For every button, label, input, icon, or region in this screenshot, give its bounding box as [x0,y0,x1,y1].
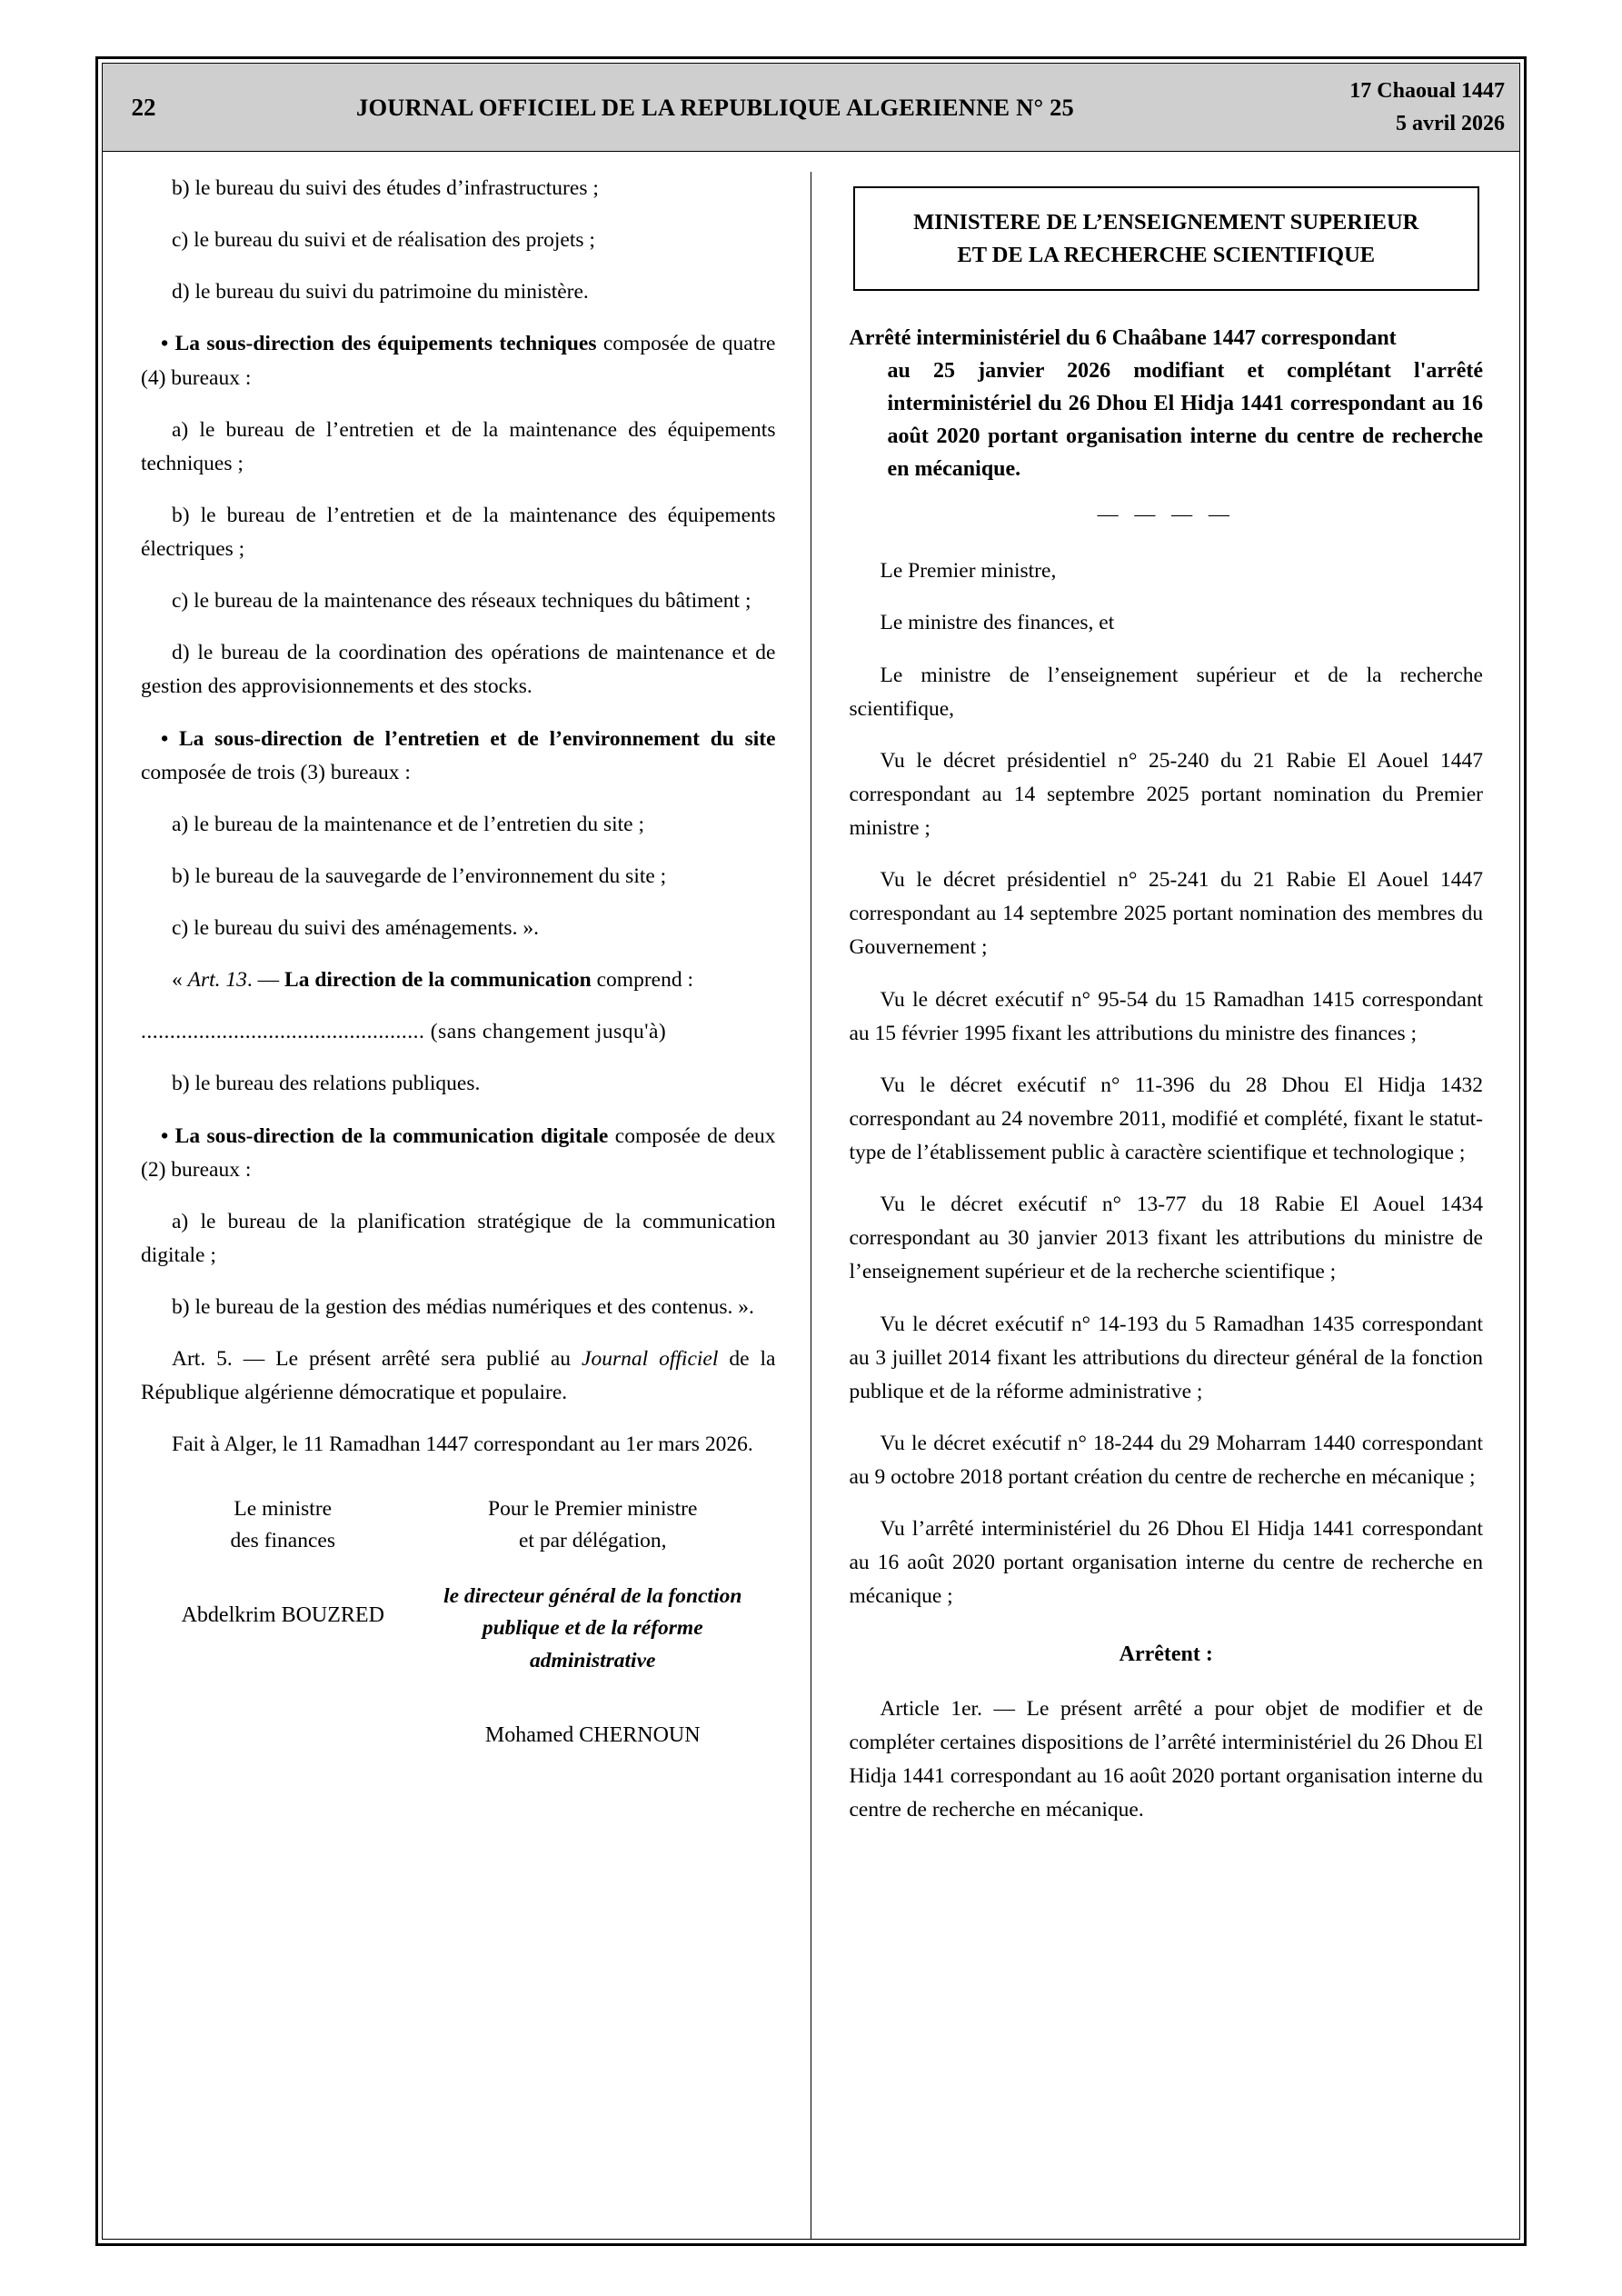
date-hijri: 17 Chaoual 1447 [1349,79,1505,103]
subsection-heading-rest: composée de trois (3) bureaux : [141,760,411,784]
header-dates [1246,64,1519,151]
left-column [103,172,811,2239]
list-item: b) le bureau de la sauvegarde de l’environnement du site ; [172,863,667,888]
signature-right-delegation-line1: le directeur général de la fonction [443,1584,742,1608]
signature-right-role [438,1493,747,1558]
signature-right-delegation-line2: publique et de la réforme [482,1616,703,1641]
intro-line: Le Premier ministre, [880,559,1057,584]
signature-right [438,1493,747,1752]
signature-left-role-line1: Le ministre [234,1496,333,1521]
right-column [811,172,1520,2239]
article-13-bold: La direction de la communication [284,968,592,993]
journal-title: JOURNAL OFFICIEL DE LA REPUBLIQUE ALGERIENNE N° 25 [356,93,1074,121]
list-item: b) le bureau de la gestion des médias numériques et des contenus. ». [172,1295,754,1319]
signature-right-delegation-line3: administrative [530,1648,656,1672]
article-1: Article 1er. — Le présent arrêté a pour objet de modifier et de compléter certaines dispositions de l’arrêté interministériel du 26 Dhou El Hidja 1441 correspondant au 16 août 2020 portant organisation interne du centre de recherche en mécanique. [849,1696,1483,1822]
ministry-title-box [853,186,1480,291]
subsection-heading-rest: composée de quatre (4) bureaux : [141,332,776,390]
quote-open: « [172,968,188,993]
list-item: d) le bureau du suivi du patrimoine du ministère. [172,280,589,304]
signature-left [169,1493,396,1752]
signature-right-name: Mohamed CHERNOUN [484,1722,701,1747]
subsection-heading-bold: • La sous-direction de la communication digitale [161,1123,609,1148]
subsection-heading-rest: composée de deux (2) bureaux : [141,1123,776,1182]
list-item: d) le bureau de la coordination des opérations de maintenance et de gestion des approvisionnements et des stocks. [141,641,776,699]
arrete-title-remainder: au 25 janvier 2026 modifiant et complétant l'arrêté interministériel du 26 Dhou El Hidja 1441 correspondant au 16 août 2020 portant organisation interne du centre de recherche en mécanique. [887,359,1483,482]
vu-clause: Vu le décret présidentiel n° 25-240 du 21 Rabie El Aouel 1447 correspondant au 14 septembre 2025 portant nomination du Premier ministre ; [849,748,1483,841]
article-13-dash: . — [246,968,285,993]
arrete-title [850,322,1484,485]
list-item: b) le bureau de l’entretien et de la maintenance des équipements électriques ; [141,503,776,561]
intro-line: Le ministre de l’enseignement supérieur et de la recherche scientifique, [849,663,1483,721]
signature-block [141,1493,776,1752]
article-13-heading [141,963,776,997]
journal-officiel-italic: Journal officiel [582,1347,719,1372]
ministry-title-line1: MINISTERE DE L’ENSEIGNEMENT SUPERIEUR [913,210,1419,235]
signature-right-delegation [438,1581,747,1677]
article-13-label: Art. 13 [187,968,247,993]
arrete-title-first-line: Arrêté interministériel du 6 Chaâbane 1447 correspondant [849,326,1397,351]
article-13-rest: comprend : [591,968,693,993]
page-number: 22 [131,93,156,121]
subsection-heading [141,327,776,394]
page-inner-border [102,63,1520,2240]
signature-right-role-line1: Pour le Premier ministre [488,1496,698,1521]
date-gregorian: 5 avril 2026 [1396,112,1505,135]
signature-right-role-line2: et par délégation, [519,1528,667,1552]
signature-left-role [169,1493,396,1558]
page-outer-border [95,56,1527,2246]
signature-left-name: Abdelkrim BOUZRED [181,1603,384,1627]
vu-clause: Vu le décret exécutif n° 11-396 du 28 Dhou El Hidja 1432 correspondant au 24 novembre 2011, modifié et complété, fixant le statut-type de l’établissement public à caractère scientifique et technologique ; [849,1073,1483,1165]
omission-note: ................................................. (sans changement jusqu'à) [141,1020,667,1044]
fait-a-alger: Fait à Alger, le 11 Ramadhan 1447 correspondant au 1er mars 2026. [172,1433,753,1457]
list-item: c) le bureau du suivi des aménagements. ». [172,916,539,940]
list-item: c) le bureau du suivi et de réalisation des projets ; [172,228,595,253]
article-5-pre: Art. 5. — Le présent arrêté sera publié au [172,1347,582,1372]
vu-clause: Vu le décret présidentiel n° 25-241 du 21 Rabie El Aouel 1447 correspondant au 14 septembre 2025 portant nomination des membres du Gouvernement ; [849,868,1483,960]
divider-dashes: — — — — [1097,503,1235,526]
page-body [103,152,1519,2239]
vu-clause: Vu le décret exécutif n° 13-77 du 18 Rabie El Aouel 1434 correspondant au 30 janvier 2013 fixant les attributions du ministre de l’enseignement supérieur et de la recherche scientifique ; [849,1193,1483,1284]
vu-clause: Vu le décret exécutif n° 95-54 du 15 Ramadhan 1415 correspondant au 15 février 1995 fixant les attributions du ministre des finances ; [849,987,1483,1045]
subsection-heading-bold: • La sous-direction de l’entretien et de l’environnement du site [161,726,776,751]
article-5-post: de la République algérienne démocratique et populaire. [141,1347,776,1405]
list-item: c) le bureau de la maintenance des réseaux techniques du bâtiment ; [172,589,751,614]
intro-line: Le ministre des finances, et [880,611,1115,635]
arretent-heading: Arrêtent : [1119,1642,1213,1666]
vu-clause: Vu le décret exécutif n° 18-244 du 29 Moharram 1440 correspondant au 9 octobre 2018 portant création du centre de recherche en mécanique ; [849,1431,1483,1490]
list-item: a) le bureau de l’entretien et de la maintenance des équipements techniques ; [141,417,776,475]
vu-clause: Vu le décret exécutif n° 14-193 du 5 Ramadhan 1435 correspondant au 3 juillet 2014 fixant les attributions du directeur général de la fonction publique et de la réforme administrative ; [849,1312,1483,1403]
list-item: b) le bureau des relations publiques. [172,1072,481,1096]
list-item: a) le bureau de la planification stratégique de la communication digitale ; [141,1209,776,1267]
list-item: b) le bureau du suivi des études d’infrastructures ; [172,176,599,200]
subsection-heading-bold: • La sous-direction des équipements techniques [161,332,597,356]
ministry-title-line2: ET DE LA RECHERCHE SCIENTIFIQUE [957,242,1376,267]
list-item: a) le bureau de la maintenance et de l’entretien du site ; [172,812,645,836]
subsection-heading [141,1120,776,1187]
subsection-heading [141,723,776,790]
signature-left-role-line2: des finances [230,1528,335,1552]
page-header [103,64,1519,152]
vu-clause: Vu l’arrêté interministériel du 26 Dhou El Hidja 1441 correspondant au 16 août 2020 portant organisation interne du centre de recherche en mécanique ; [849,1517,1483,1609]
article-5 [141,1343,776,1410]
